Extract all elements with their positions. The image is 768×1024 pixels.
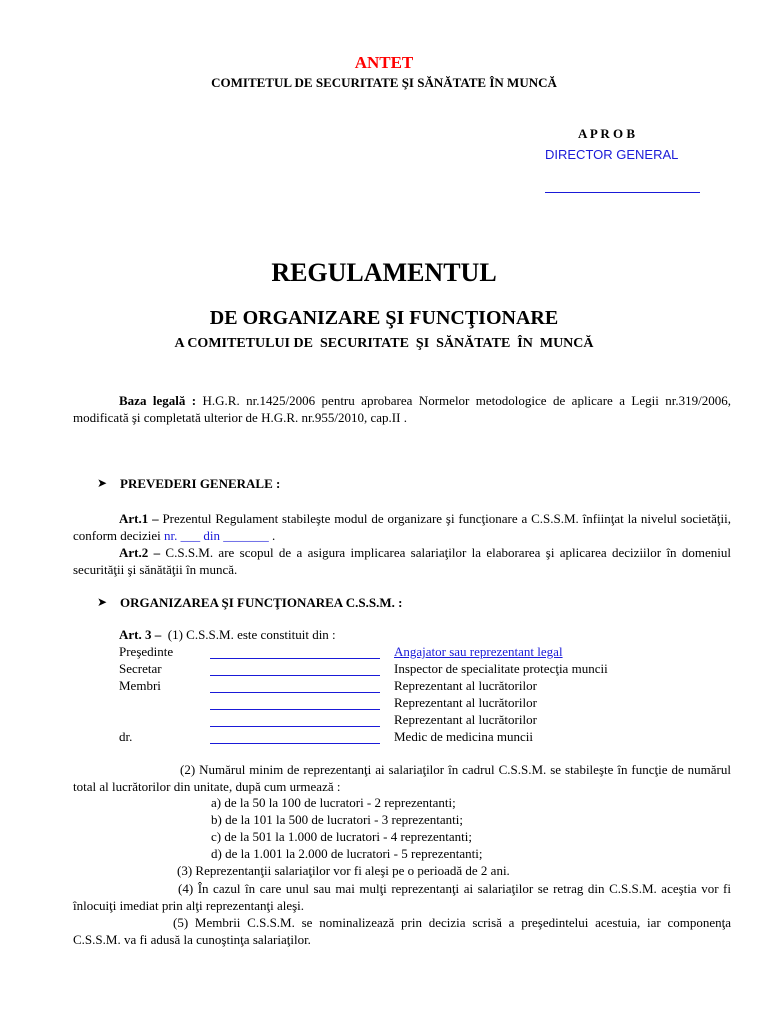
member-role: dr. — [119, 729, 133, 744]
member-desc: Reprezentant al lucrătorilor — [394, 695, 537, 710]
title-subtitle-1: DE ORGANIZARE ŞI FUNCŢIONARE — [209, 307, 559, 329]
art1-label: Art.1 – — [119, 511, 159, 526]
art3-label: Art. 3 – — [119, 627, 162, 642]
list-item: b) de la 101 la 500 de lucratori - 3 reprezentanti; — [211, 812, 463, 827]
art2-label: Art.2 – — [119, 545, 161, 560]
member-desc: Angajator sau reprezentant legal — [394, 644, 563, 659]
section-heading-general: PREVEDERI GENERALE : — [120, 476, 281, 491]
member-role: Secretar — [119, 661, 162, 676]
art3-intro — [119, 627, 336, 643]
list-item: d) de la 1.001 la 2.000 de lucratori - 5 reprezentanti; — [211, 846, 483, 861]
art3-para-3: (3) Reprezentanţii salariaţilor vor fi aleşi pe o perioadă de 2 ani. — [177, 863, 510, 878]
art2-paragraph — [73, 544, 731, 578]
member-name-line — [210, 692, 380, 693]
arrow-bullet-icon: ➤ — [97, 595, 108, 609]
director-role: DIRECTOR GENERAL — [545, 147, 679, 162]
list-item: c) de la 501 la 1.000 de lucratori - 4 reprezentanti; — [211, 829, 472, 844]
member-name-line — [210, 726, 380, 727]
page-title: REGULAMENTUL — [271, 258, 497, 287]
art1-end: . — [268, 528, 276, 543]
title-subtitle-2: A COMITETULUI DE SECURITATE ŞI SĂNĂTATE ÎN MUNCĂ — [174, 336, 594, 351]
art3-para-5: (5) Membrii C.S.S.M. se nominalizează prin decizia scrisă a preşedintelui acestuia, iar componenţa C.S.S.M. va fi adusă la cunoştinţa salariaţilor. — [73, 915, 731, 947]
member-name-line — [210, 675, 380, 676]
art2-text: C.S.S.M. are scopul de a asigura implicarea salariaţilor la elaborarea şi aplicarea deciziilor în domeniul securităţii şi sănătăţii în muncă. — [73, 545, 731, 577]
section-heading-organization: ORGANIZAREA ŞI FUNCŢIONAREA C.S.S.M. : — [120, 595, 403, 610]
art3-text: (1) C.S.S.M. este constituit din : — [161, 627, 336, 642]
list-item: a) de la 50 la 100 de lucratori - 2 reprezentanti; — [211, 795, 456, 810]
member-name-line — [210, 709, 380, 710]
member-name-line — [210, 743, 380, 744]
art3-para-4: (4) În cazul în care unul sau mai mulţi reprezentanţi ai salariaţilor se retrag din C.S.S.M. aceştia vor fi înlocuiţi imediat prin alţi reprezentanţi aleşi. — [73, 881, 731, 913]
member-name-line — [210, 658, 380, 659]
antet-heading: ANTET — [354, 53, 414, 72]
art1-decision-ref: nr. ___ din _______ — [163, 528, 269, 543]
aprob-label: A P R O B — [578, 126, 636, 141]
arrow-bullet-icon: ➤ — [97, 476, 108, 490]
art3-para-2: (2) Numărul minim de reprezentanţi ai salariaţilor în cadrul C.S.S.M. se stabileşte în funcţie de numărul total al lucrătorilor din unitate, după cum urmează : — [73, 762, 731, 794]
legal-basis-text: H.G.R. nr.1425/2006 pentru aprobarea Normelor metodologice de aplicare a Legii nr.319/2006, modificată şi completată ulterior de H.G.R. nr.955/2010, cap.II . — [73, 393, 731, 425]
committee-heading: COMITETUL DE SECURITATE ŞI SĂNĂTATE ÎN MUNCĂ — [211, 75, 557, 90]
member-role: Membri — [119, 678, 161, 693]
legal-basis-label: Baza legală : — [119, 393, 197, 408]
art1-text: Prezentul Regulament stabileşte modul de organizare şi funcţionare a C.S.S.M. înfiinţat la nivelul societăţii, conform deciziei — [73, 511, 731, 543]
signature-line — [545, 192, 700, 193]
legal-basis-paragraph — [73, 392, 731, 426]
art1-paragraph — [73, 510, 731, 544]
member-role: Preşedinte — [119, 644, 174, 659]
member-desc: Reprezentant al lucrătorilor — [394, 712, 537, 727]
member-desc: Reprezentant al lucrătorilor — [394, 678, 537, 693]
member-desc: Inspector de specialitate protecţia muncii — [394, 661, 608, 676]
member-desc: Medic de medicina muncii — [394, 729, 533, 744]
